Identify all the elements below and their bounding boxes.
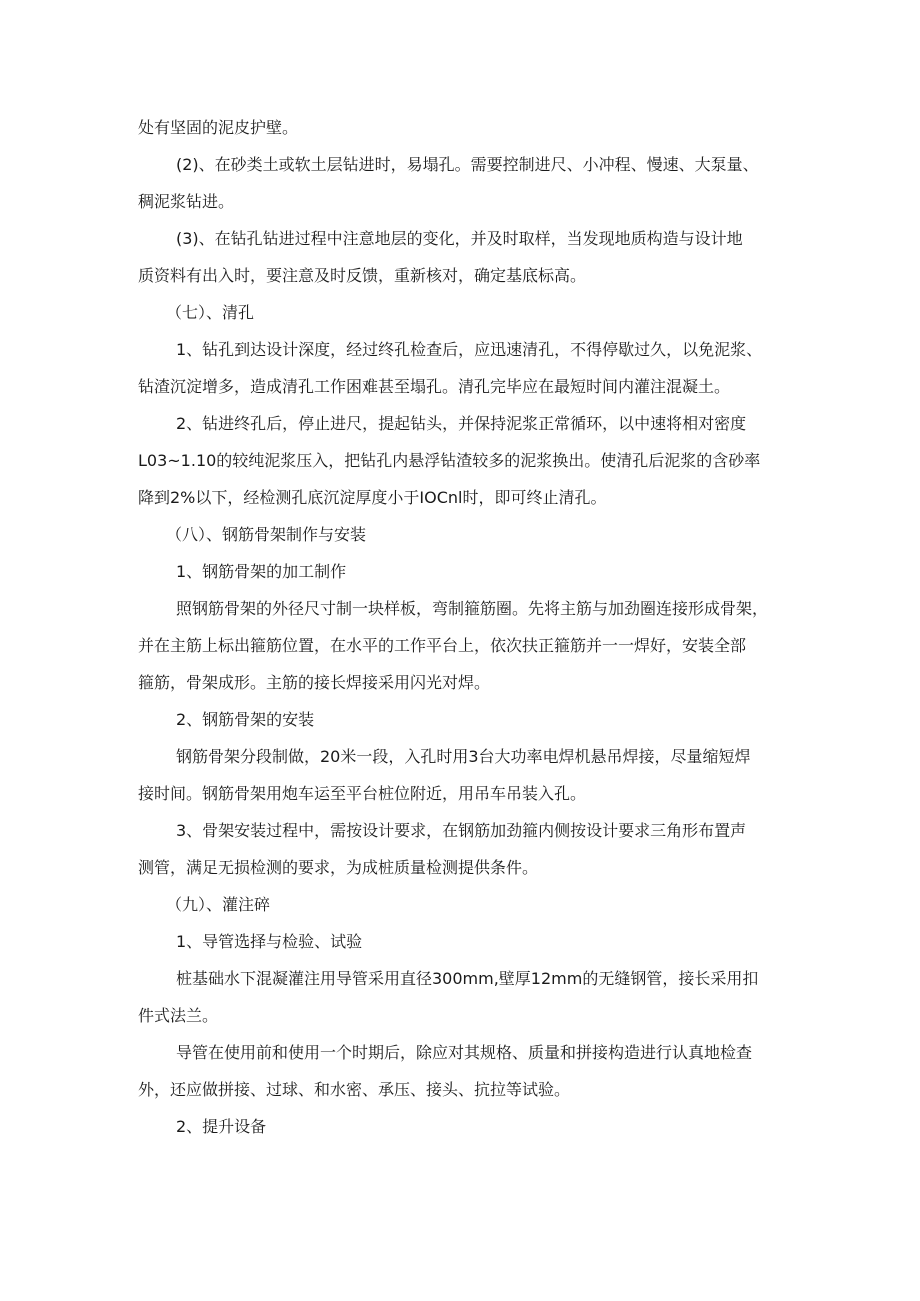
text-line: 2、钻进终孔后，停止进尺，提起钻头，并保持泥浆正常循环，以中速将相对密度: [176, 414, 747, 433]
text-line: 降到2%以下，经检测孔底沉淀厚度小于IOCnl时，即可终止清孔。: [138, 488, 607, 507]
text-line: 照钢筋骨架的外径尺寸制一块样板，弯制箍筋圈。先将主筋与加劲圈连接形成骨架，: [176, 599, 769, 618]
section-heading: （九）、灌注碎: [166, 895, 271, 914]
text-line: 3、骨架安装过程中，需按设计要求，在钢筋加劲箍内侧按设计要求三角形布置声: [176, 821, 747, 840]
text-line: 件式法兰。: [138, 1006, 219, 1025]
text-line: 外，还应做拼接、过球、和水密、承压、接头、抗拉等试验。: [138, 1080, 571, 1099]
text-line: (3)、在钻孔钻进过程中注意地层的变化，并及时取样，当发现地质构造与设计地: [176, 229, 743, 248]
subsection-heading: 2、提升设备: [176, 1117, 267, 1136]
text-line: 处有坚固的泥皮护壁。: [138, 118, 299, 137]
text-line: 稠泥浆钻进。: [138, 192, 235, 211]
text-line: (2)、在砂类土或软土层钻进时，易塌孔。需要控制进尺、小冲程、慢速、大泵量、: [176, 155, 759, 174]
subsection-heading: 1、导管选择与检验、试验: [176, 932, 363, 951]
text-line: 测管，满足无损检测的要求，为成桩质量检测提供条件。: [138, 858, 539, 877]
text-line: 箍筋，骨架成形。主筋的接长焊接采用闪光对焊。: [138, 673, 491, 692]
text-line: 接时间。钢筋骨架用炮车运至平台桩位附近，用吊车吊装入孔。: [138, 784, 587, 803]
subsection-heading: 1、钢筋骨架的加工制作: [176, 562, 347, 581]
text-line: 并在主筋上标出箍筋位置，在水平的工作平台上，依次扶正箍筋并一一焊好，安装全部: [138, 636, 747, 655]
text-line: 导管在使用前和使用一个时期后，除应对其规格、质量和拼接构造进行认真地检查: [176, 1043, 753, 1062]
section-heading: （八）、钢筋骨架制作与安装: [166, 525, 367, 544]
section-heading: （七）、清孔: [166, 303, 255, 322]
text-line: 质资料有出入时，要注意及时反馈，重新核对，确定基底标高。: [138, 266, 587, 285]
text-line: 桩基础水下混凝灌注用导管采用直径300mm,壁厚12mm的无缝钢管，接长采用扣: [176, 969, 759, 988]
subsection-heading: 2、钢筋骨架的安装: [176, 710, 315, 729]
text-line: 1、钻孔到达设计深度，经过终孔检查后，应迅速清孔，不得停歇过久，以免泥浆、: [176, 340, 763, 359]
text-line: 钻渣沉淀增多，造成清孔工作困难甚至塌孔。清孔完毕应在最短时间内灌注混凝土。: [138, 377, 731, 396]
text-line: L03~1.10的较纯泥浆压入，把钻孔内悬浮钻渣较多的泥浆换出。使清孔后泥浆的含砂率: [138, 451, 761, 470]
text-line: 钢筋骨架分段制做，20米一段，入孔时用3台大功率电焊机悬吊焊接，尽量缩短焊: [176, 747, 751, 766]
